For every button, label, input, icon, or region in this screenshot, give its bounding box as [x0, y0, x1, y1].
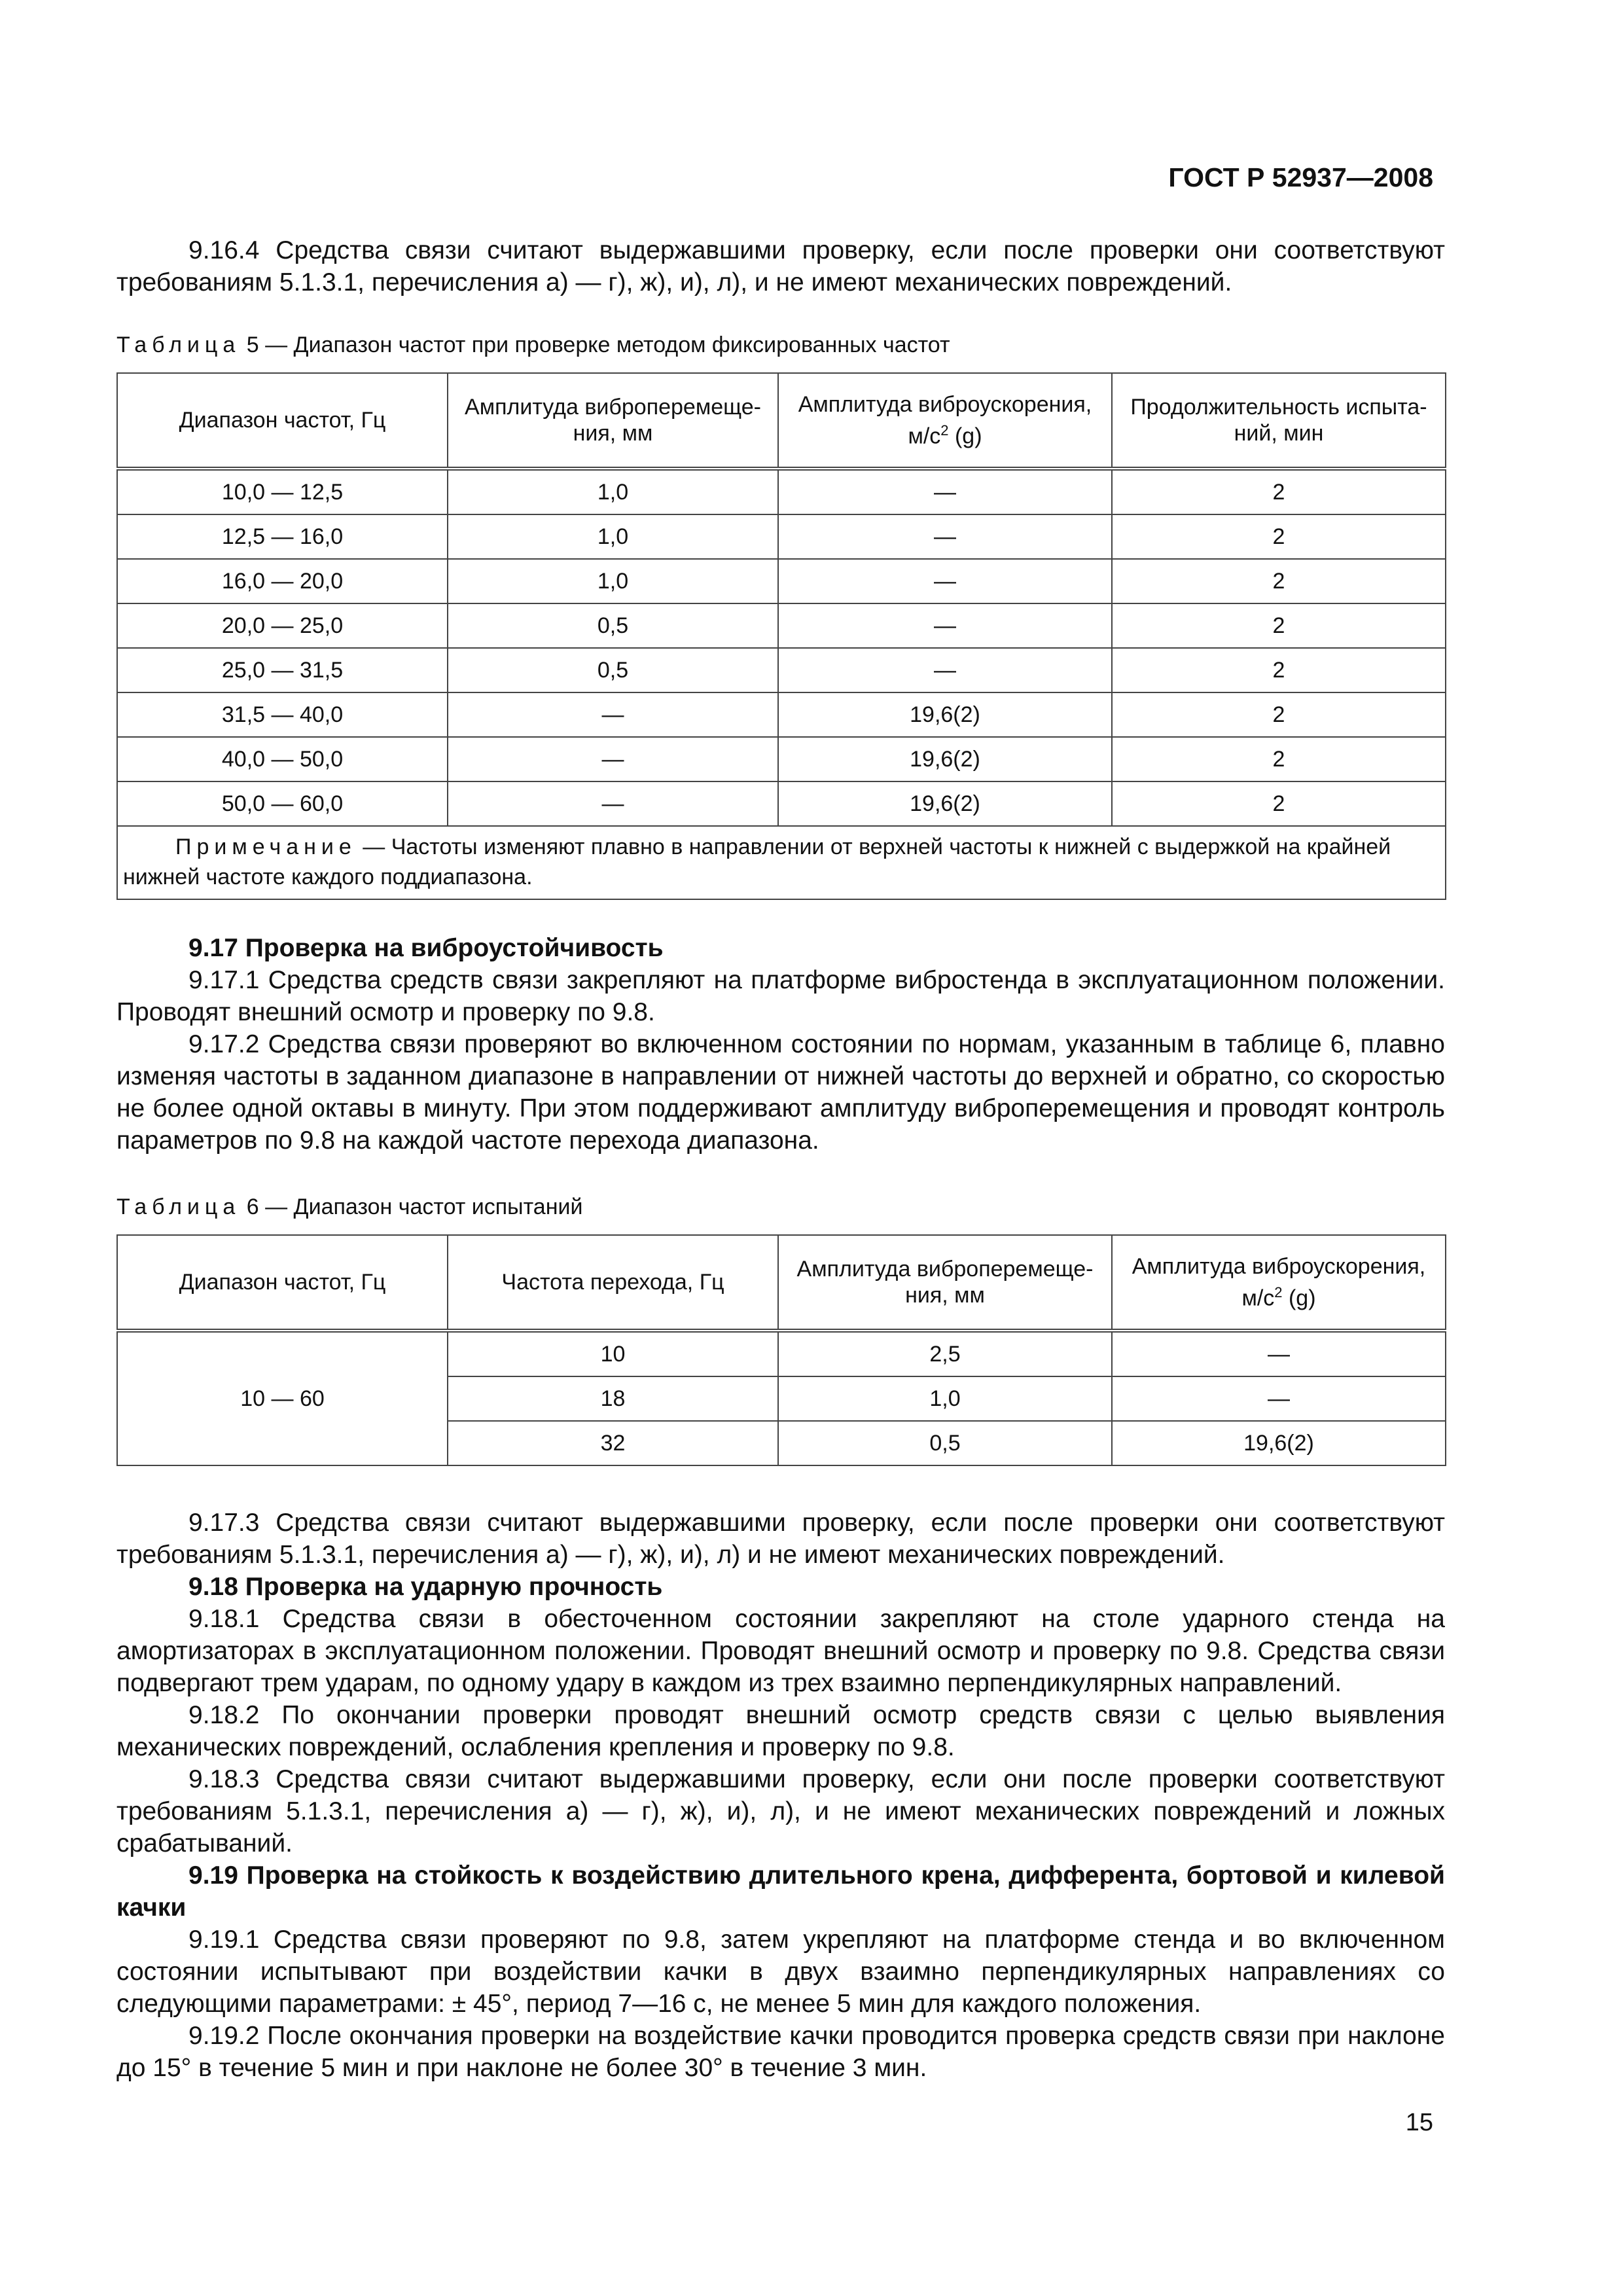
table-cell: 19,6(2) — [778, 692, 1112, 737]
table-cell: — — [778, 469, 1112, 514]
table-5-header-cell — [778, 373, 1112, 469]
section-9-16-4 — [116, 234, 1445, 298]
paragraph-9-19-2: 9.19.2 После окончания проверки на воздействие качки проводится проверка средств связи при наклоне до 15° в течение 5 мин и при наклоне не более 30° в течение 3 мин. — [116, 2022, 1445, 2082]
table-cell: — — [778, 648, 1112, 692]
header-superscript: 2 — [940, 422, 949, 439]
table-6-caption — [116, 1193, 1445, 1221]
table-cell: 25,0 — 31,5 — [117, 648, 448, 692]
table-row — [117, 559, 1446, 603]
table-row — [117, 514, 1446, 559]
table-cell: — — [778, 514, 1112, 559]
document-header: ГОСТ Р 52937—2008 — [1168, 162, 1433, 192]
table-cell-range: 10 — 60 — [117, 1331, 448, 1465]
table-cell: — — [448, 692, 778, 737]
table-cell: 1,0 — [448, 559, 778, 603]
table-5-header-cell: Диапазон частот, Гц — [117, 373, 448, 469]
table-row — [117, 648, 1446, 692]
table-cell: 2 — [1112, 469, 1446, 514]
note-text: — Частоты изменяют плавно в направлении от верхней частоты к нижней с выдержкой на крайней нижней частоте каждого поддиапазона. — [123, 834, 1391, 889]
table-5-header-cell: Амплитуда виброперемеще-ния, мм — [448, 373, 778, 469]
table-cell: 2,5 — [778, 1331, 1112, 1376]
table-cell: 19,6(2) — [1112, 1421, 1446, 1465]
table-cell: — — [778, 603, 1112, 648]
table-6-caption-label: Таблица — [116, 1194, 241, 1219]
section-9-17-3-to-9-19 — [116, 1507, 1445, 2084]
table-row — [117, 692, 1446, 737]
heading-9-18: 9.18 Проверка на ударную прочность — [188, 1573, 663, 1601]
table-cell: 2 — [1112, 737, 1446, 781]
header-text-tail: (g) — [948, 423, 982, 449]
header-text: Амплитуда виброускорения, м/с — [798, 391, 1092, 449]
table-6-header-cell — [1112, 1235, 1446, 1331]
table-cell: 31,5 — 40,0 — [117, 692, 448, 737]
paragraph-9-17-1: 9.17.1 Средства средств связи закрепляют на платформе вибростенда в эксплуатационном положении. Проводят внешний осмотр и проверку по 9.8. — [116, 966, 1445, 1026]
table-cell: 1,0 — [448, 469, 778, 514]
table-cell: — — [1112, 1376, 1446, 1421]
table-5-block — [116, 331, 1445, 900]
table-6-header-cell: Диапазон частот, Гц — [117, 1235, 448, 1331]
table-cell: 10,0 — 12,5 — [117, 469, 448, 514]
table-cell: 0,5 — [778, 1421, 1112, 1465]
heading-9-17: 9.17 Проверка на виброустойчивость — [188, 934, 664, 962]
table-cell: 2 — [1112, 603, 1446, 648]
table-5 — [116, 372, 1446, 900]
table-cell: 2 — [1112, 559, 1446, 603]
header-text: Амплитуда виброускорения, м/с — [1132, 1253, 1426, 1311]
table-6-header-cell: Частота перехода, Гц — [448, 1235, 778, 1331]
table-6-header-cell: Амплитуда виброперемеще-ния, мм — [778, 1235, 1112, 1331]
table-cell: 2 — [1112, 514, 1446, 559]
section-9-17 — [116, 932, 1445, 1157]
table-cell: — — [448, 737, 778, 781]
table-cell: 12,5 — 16,0 — [117, 514, 448, 559]
table-5-caption-label: Таблица — [116, 332, 241, 357]
table-cell: 1,0 — [448, 514, 778, 559]
table-cell: — — [1112, 1331, 1446, 1376]
table-cell: 1,0 — [778, 1376, 1112, 1421]
table-cell: 0,5 — [448, 648, 778, 692]
table-5-caption-text: 5 — Диапазон частот при проверке методом фиксированных частот — [240, 332, 950, 357]
table-cell: 32 — [448, 1421, 778, 1465]
table-cell: 19,6(2) — [778, 781, 1112, 826]
paragraph-9-17-3: 9.17.3 Средства связи считают выдержавшими проверку, если после проверки они соответствуют требованиям 5.1.3.1, перечисления а) — г), ж), и), л) и не имеют механических повреждений. — [116, 1509, 1445, 1569]
table-5-note-row — [117, 826, 1446, 899]
table-5-header-row — [117, 373, 1446, 469]
table-cell: 10 — [448, 1331, 778, 1376]
note-label: Примечание — [175, 834, 357, 859]
table-cell: 2 — [1112, 692, 1446, 737]
table-cell: 40,0 — 50,0 — [117, 737, 448, 781]
table-row — [117, 737, 1446, 781]
table-cell: 20,0 — 25,0 — [117, 603, 448, 648]
table-cell: 16,0 — 20,0 — [117, 559, 448, 603]
table-cell: — — [448, 781, 778, 826]
table-cell: 0,5 — [448, 603, 778, 648]
table-cell: 50,0 — 60,0 — [117, 781, 448, 826]
paragraph-9-18-2: 9.18.2 По окончании проверки проводят внешний осмотр средств связи с целью выявления механических повреждений, ослабления крепления и проверку по 9.8. — [116, 1701, 1445, 1761]
paragraph-9-17-2: 9.17.2 Средства связи проверяют во включенном состоянии по нормам, указанным в таблице 6, плавно изменяя частоты в заданном диапазоне в направлении от нижней частоты до верхней и обратно, со скоростью не более одной октавы в минуту. При этом поддерживают амплитуду виброперемещения и проводят контроль параметров по 9.8 на каждой частоте перехода диапазона. — [116, 1030, 1445, 1155]
table-6-caption-text: 6 — Диапазон частот испытаний — [240, 1194, 583, 1219]
table-row — [117, 603, 1446, 648]
header-superscript: 2 — [1274, 1283, 1283, 1300]
table-row — [117, 1331, 1446, 1376]
paragraph-9-18-1: 9.18.1 Средства связи в обесточенном состоянии закрепляют на столе ударного стенда на амортизаторах в эксплуатационном положении. Проводят внешний осмотр и проверку по 9.8. Средства связи подвергают трем ударам, по одному удару в каждом из трех взаимно перпендикулярных направлений. — [116, 1605, 1445, 1697]
paragraph-9-18-3: 9.18.3 Средства связи считают выдержавшими проверку, если они после проверки соответствуют требованиям 5.1.3.1, перечисления а) — г), ж), и), л), и не имеют механических повреждений и ложных срабатываний. — [116, 1765, 1445, 1857]
table-5-header-cell: Продолжительность испыта-ний, мин — [1112, 373, 1446, 469]
table-cell: — — [778, 559, 1112, 603]
table-6-block — [116, 1193, 1445, 1466]
table-cell: 19,6(2) — [778, 737, 1112, 781]
table-cell: 18 — [448, 1376, 778, 1421]
table-row — [117, 781, 1446, 826]
table-cell: 2 — [1112, 781, 1446, 826]
heading-9-19: 9.19 Проверка на стойкость к воздействию длительного крена, дифферента, бортовой и килевой качки — [116, 1861, 1445, 1922]
table-6 — [116, 1234, 1446, 1466]
table-row — [117, 469, 1446, 514]
table-cell: 2 — [1112, 648, 1446, 692]
table-5-caption — [116, 331, 1445, 359]
paragraph-9-19-1: 9.19.1 Средства связи проверяют по 9.8, затем укрепляют на платформе стенда и во включенном состоянии испытывают при воздействии качки в двух взаимно перпендикулярных направлениях со следующими параметрами: ± 45°, период 7—16 с, не менее 5 мин для каждого положения. — [116, 1926, 1445, 2018]
table-5-note — [117, 826, 1446, 899]
table-6-header-row — [117, 1235, 1446, 1331]
page-number: 15 — [1405, 2109, 1433, 2136]
paragraph-9-16-4: 9.16.4 Средства связи считают выдержавшими проверку, если после проверки они соответствуют требованиям 5.1.3.1, перечисления а) — г), ж), и), л), и не имеют механических повреждений. — [116, 236, 1445, 296]
header-text-tail: (g) — [1282, 1285, 1316, 1311]
